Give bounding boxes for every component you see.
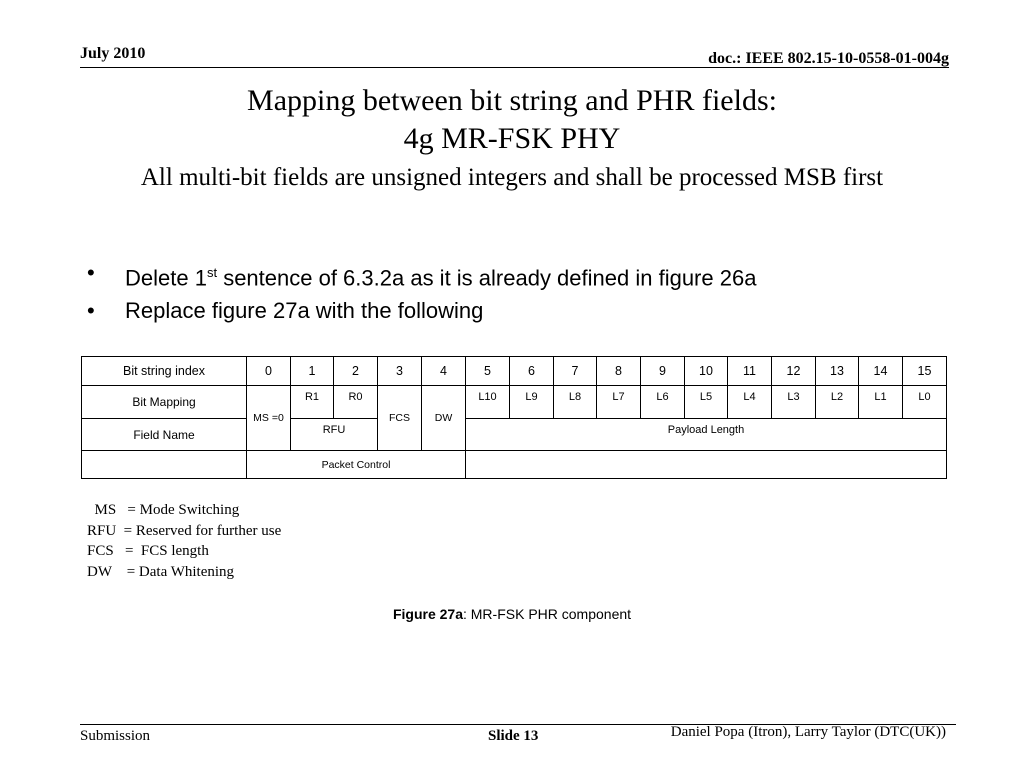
- row-label-bit-mapping: Bit Mapping: [82, 386, 247, 419]
- legend-item: DW = Data Whitening: [87, 563, 235, 580]
- bit-index-cell: 0: [247, 357, 291, 386]
- table-row-bit-mapping: [82, 386, 947, 419]
- bit-index-cell: 2: [334, 357, 378, 386]
- legend-item: MS = Mode Switching: [87, 502, 240, 518]
- legend-item: FCS = FCS length: [87, 543, 209, 559]
- bit-mapping-cell: L1: [859, 386, 903, 419]
- bit-index-cell: 4: [422, 357, 466, 386]
- ms-cell: MS =0: [247, 386, 291, 451]
- caption-label: Figure 27a: [392, 606, 463, 622]
- slide-subtitle: 4g MR-FSK PHY: [403, 122, 621, 155]
- bit-index-cell: 10: [685, 357, 728, 386]
- bit-index-cell: 13: [816, 357, 859, 386]
- bit-mapping-cell: R0: [334, 386, 378, 419]
- packet-control-cell: Packet Control: [247, 451, 466, 479]
- bit-mapping-cell: L6: [641, 386, 685, 419]
- row-label-field-name: Field Name: [82, 419, 247, 451]
- bit-mapping-cell: L0: [903, 386, 947, 419]
- header-divider: [80, 67, 949, 68]
- bit-index-cell: 3: [378, 357, 422, 386]
- bullet-item-delete: [85, 257, 756, 295]
- caption-text: : MR-FSK PHR component: [462, 606, 632, 622]
- table-row-group: [82, 451, 947, 479]
- bullet-dot-icon: •: [87, 260, 95, 285]
- bit-mapping-cell: L3: [772, 386, 816, 419]
- figure-caption: [0, 606, 1024, 622]
- footer-submission: Submission: [80, 728, 151, 744]
- phr-bit-table: [81, 356, 947, 479]
- footer-slide-number: Slide 13: [488, 728, 539, 744]
- bit-mapping-cell: L10: [466, 386, 510, 419]
- blank-group-cell: [466, 451, 947, 479]
- bit-index-cell: 8: [597, 357, 641, 386]
- bit-mapping-cell: L7: [597, 386, 641, 419]
- payload-length-field-cell: Payload Length: [466, 419, 947, 451]
- bullet-dot-icon: •: [87, 298, 95, 323]
- legend-item: RFU = Reserved for further use: [87, 522, 282, 539]
- bullet-text-post: sentence of 6.3.2a as it is already defined in figure 26a: [217, 265, 757, 291]
- bullet-text-pre: Delete 1: [125, 265, 207, 291]
- bit-index-cell: 5: [466, 357, 510, 386]
- bit-index-cell: 9: [641, 357, 685, 386]
- bullet-superscript: st: [206, 265, 218, 280]
- footer-authors: Daniel Popa (Itron), Larry Taylor (DTC(UK)): [670, 724, 946, 740]
- bit-index-cell: 15: [903, 357, 947, 386]
- header-date: July 2010: [80, 45, 146, 62]
- bit-mapping-cell: L4: [728, 386, 772, 419]
- bit-mapping-cell: L8: [554, 386, 597, 419]
- bullet-item-replace: [85, 295, 756, 333]
- bit-mapping-cell: L9: [510, 386, 554, 419]
- fcs-cell: FCS: [378, 386, 422, 451]
- header-doc-id: doc.: IEEE 802.15-10-0558-01-004g: [708, 50, 949, 67]
- abbreviation-legend: [87, 500, 281, 582]
- row-label-bit-index: Bit string index: [82, 357, 247, 386]
- bit-index-cell: 7: [554, 357, 597, 386]
- bit-mapping-cell: L5: [685, 386, 728, 419]
- bit-index-cell: 14: [859, 357, 903, 386]
- bit-index-cell: 1: [291, 357, 334, 386]
- bit-index-cell: 12: [772, 357, 816, 386]
- table-row-field-name: [82, 419, 947, 451]
- bullet-list: [85, 257, 756, 333]
- table-row-bit-index: [82, 357, 947, 386]
- bit-mapping-cell: R1: [291, 386, 334, 419]
- bit-index-cell: 6: [510, 357, 554, 386]
- bit-index-cell: 11: [728, 357, 772, 386]
- slide-title: Mapping between bit string and PHR fields:: [247, 84, 777, 117]
- rfu-field-cell: RFU: [291, 419, 378, 451]
- bit-mapping-cell: L2: [816, 386, 859, 419]
- row-label-group: [82, 451, 247, 479]
- slide-note: All multi-bit fields are unsigned integers and shall be processed MSB first: [140, 164, 884, 191]
- bullet-text: Replace figure 27a with the following: [125, 298, 484, 323]
- dw-cell: DW: [422, 386, 466, 451]
